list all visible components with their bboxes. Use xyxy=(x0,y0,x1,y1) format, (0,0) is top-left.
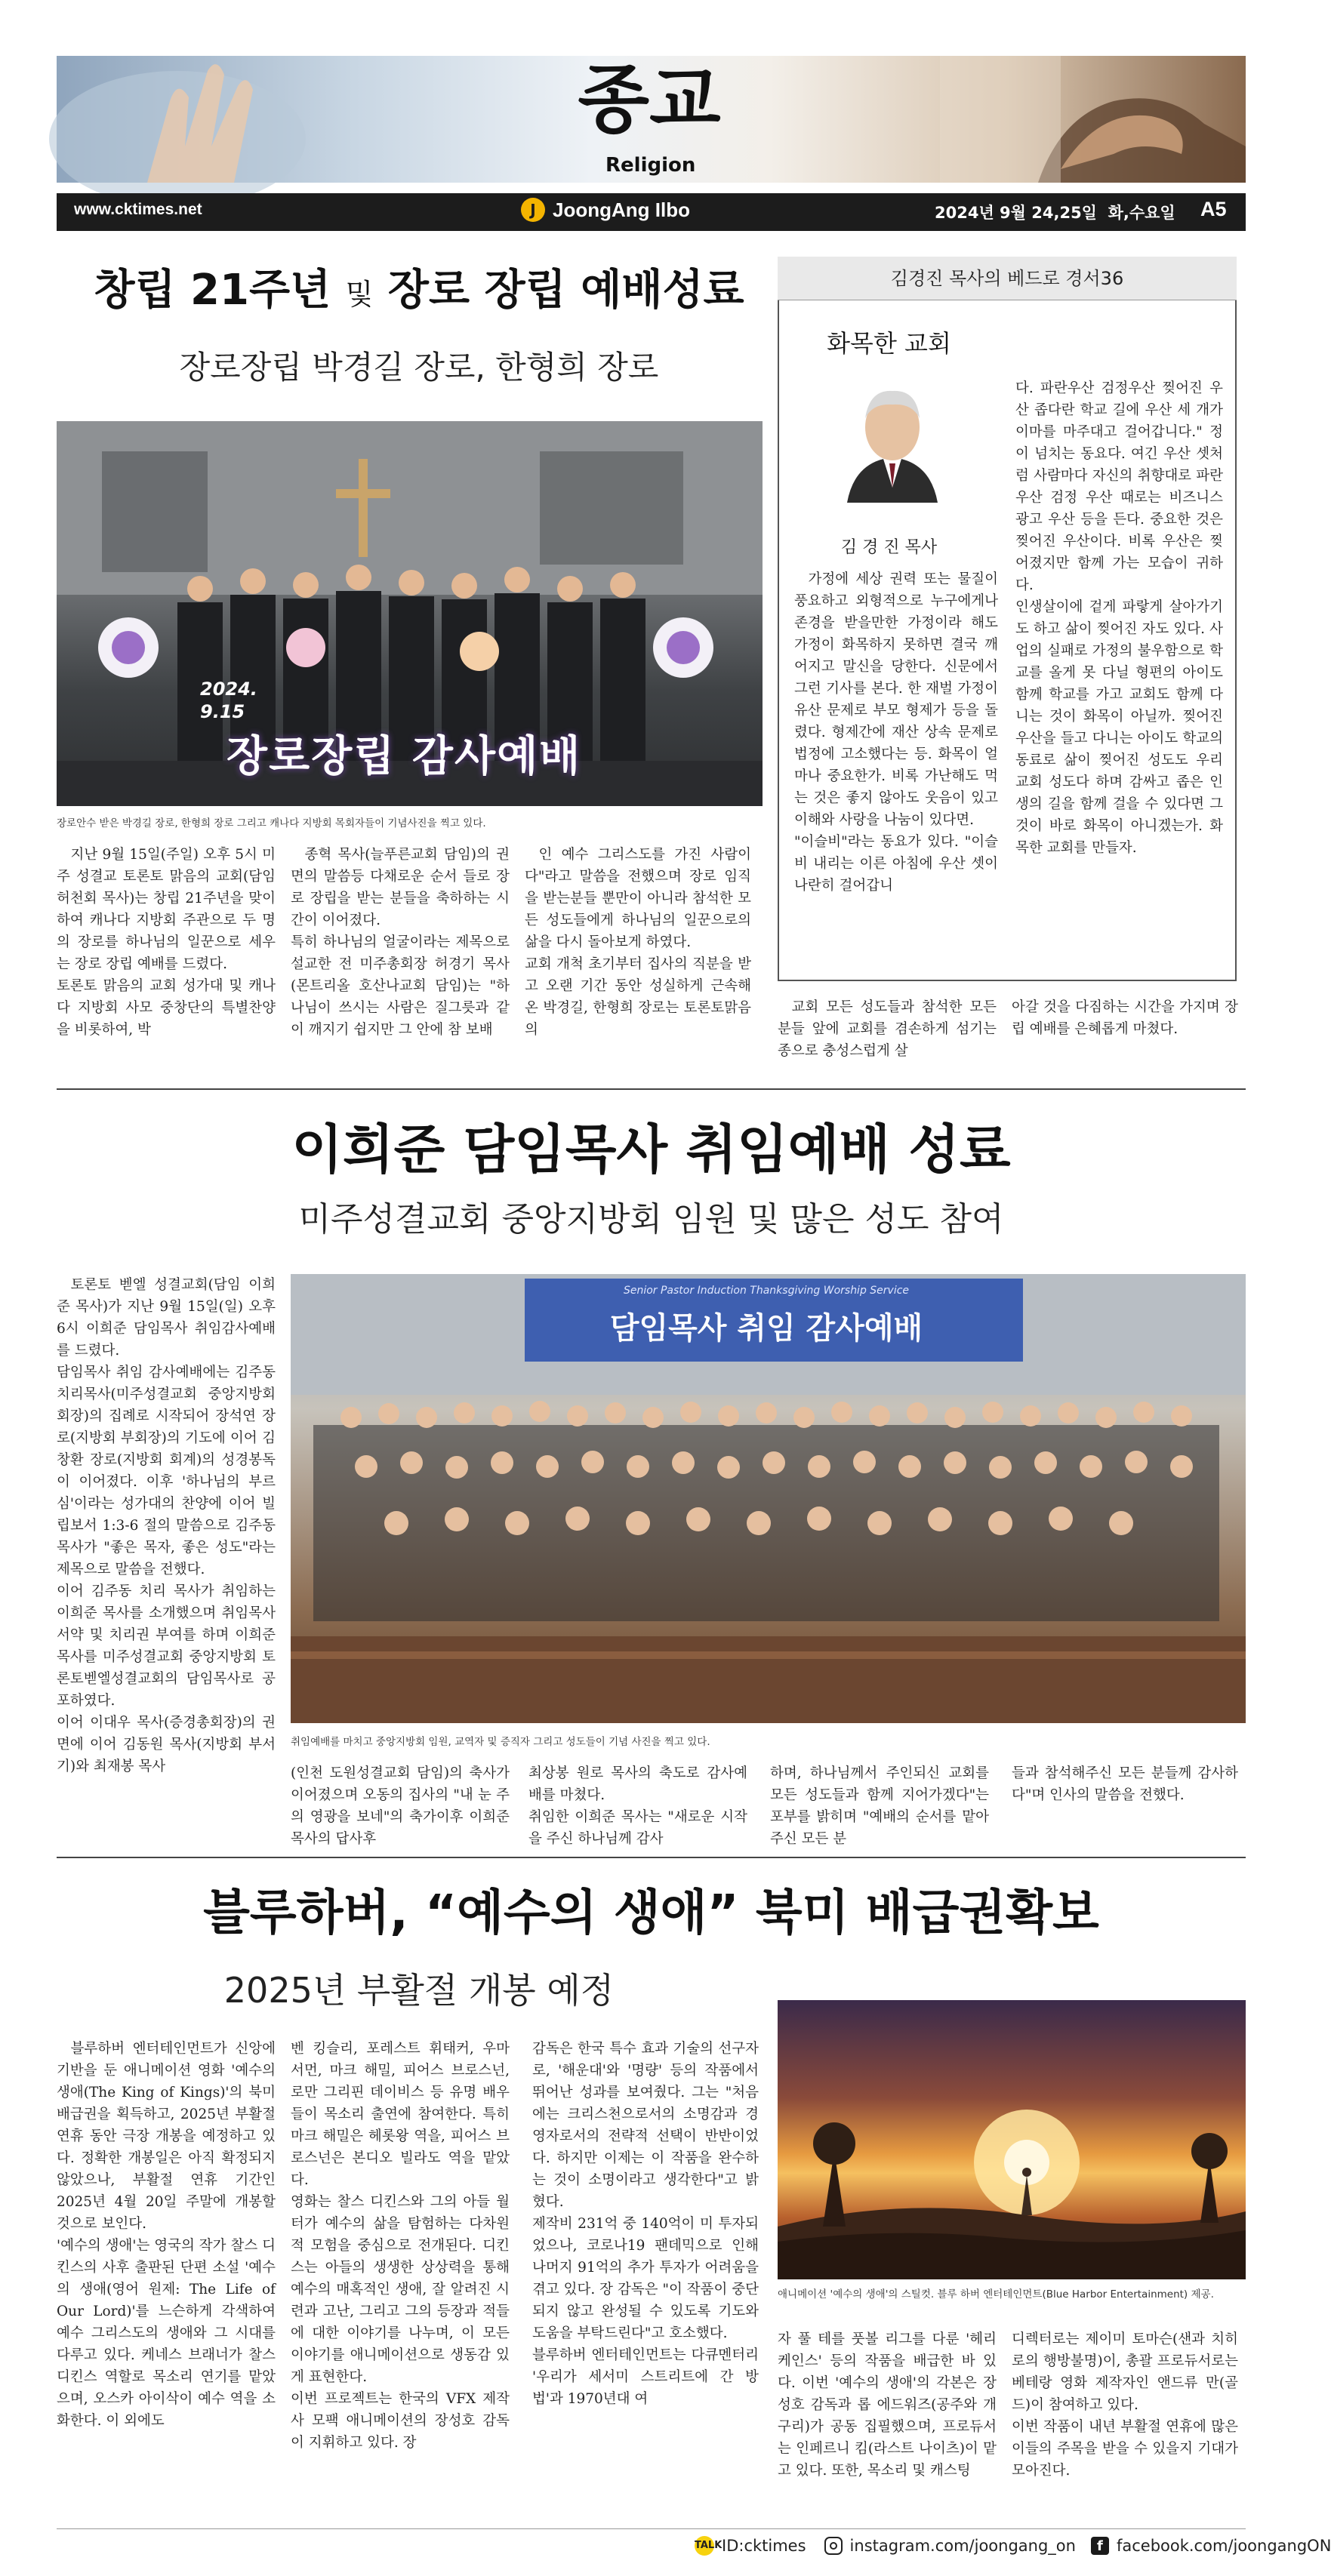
article2-text-b3: 하며, 하나님께서 주인되신 교회를 모든 성도들과 함께 지어가겠다"는 포부를 밝히며 "예배의 순서를 맡아주신 모든 분 xyxy=(770,1765,989,1847)
website-link[interactable]: www.cktimes.net xyxy=(74,201,202,218)
author-portrait xyxy=(840,374,945,503)
article3-caption: 애니메이션 '예수의 생애'의 스틸컷. 블루 하버 엔터테인먼트(Blue Harbor Entertainment) 제공. xyxy=(778,2288,1214,2301)
column-right-text xyxy=(1015,377,1223,859)
column-right-paragraph: 다. 파란우산 검정우산 찢어진 우산 좁다란 학교 길에 우산 세 개가 이마를 마주대고 걸어갑니다." 정이 넘치는 동요다. 여긴 우산 셋처럼 사람마다 자신의 취향대로 파란 우산 검정 우산 때로는 비즈니스 광고 우산 등을 든다. 중요한 것은 찢어진 우산이다. 비록 우산은 찢어졌지만 함께 가는 모습이 귀하다. 인생살이에 겉게 파랗게 살아가기도 하고 삶이 찢어진 자도 있다. 사업의 실패로 가정의 불우함으로 학교를 올게 못 다닐 형편의 아이도 함께 학교를 가고 교회도 함께 다니는 것이 화목이 아닐까. 찢어진 우산을 들고 다니는 아이도 학교의 동료로 삶이 찢어진 성도도 우리 교회 성도다 하며 감싸고 좁은 인생의 길을 함께 걸을 수 있다면 그것이 바로 화목이 아니겠는가. 화목한 교회를 만들자. xyxy=(1015,380,1223,856)
article1-headline xyxy=(57,264,781,321)
column-author: 김 경 진 목사 xyxy=(840,538,938,557)
page-number: A5 xyxy=(1200,198,1227,220)
article1-headline-part1: 창립 21주년 xyxy=(94,266,331,315)
article2-text-b1: (인천 도원성결교회 담임)의 축사가 이어졌으며 오동의 집사의 "내 눈 주의 영광을 보네"의 축가이후 이희준 목사의 답사후 xyxy=(291,1765,510,1847)
section-title: 종교 xyxy=(578,57,721,143)
section-subtitle: Religion xyxy=(605,154,696,177)
article3-column-4 xyxy=(778,2328,997,2482)
article2-column-b1 xyxy=(291,1762,510,1850)
photo-overlay-date: 2024. 9.15 xyxy=(200,679,257,722)
joongang-logo-icon: J xyxy=(521,198,545,222)
column-series-header: 김경진 목사의 베드로 경서36 xyxy=(778,257,1237,300)
article2-column-b4 xyxy=(1012,1762,1238,1806)
article1-caption: 장로안수 받은 박경길 장로, 한형희 장로 그리고 캐나다 지방회 목회자들이 기념사진을 찍고 있다. xyxy=(57,817,486,829)
article3-subhead: 2025년 부활절 개봉 예정 xyxy=(223,1970,615,2011)
column-title: 화목한 교회 xyxy=(827,329,951,358)
footer-facebook[interactable]: facebook.com/joongangON xyxy=(1116,2537,1331,2555)
sunset-jesus-illustration xyxy=(778,2000,1246,2279)
article1-column-2 xyxy=(291,844,510,1041)
article3-text-3: 감독은 한국 특수 효과 기술의 선구자로, '해운대'와 '명량' 등의 작품에서 뛰어난 성과를 보여줬다. 그는 "처음에는 크리스천으로서의 소명감과 경영자로서의 전략적 선택이 반반이었다. 하지만 이제는 이 작품을 완수하는 것이 소명이라고 생각한다"고 밝혔다. 제작비 231억 중 140억이 미 투자되었으나, 코로나19 팬데믹으로 인해 나머지 91억의 추가 투자가 어려움을 겪고 있다. 장 감독은 "이 작품이 중단되지 않고 완성될 수 있도록 기도와 도움을 부탁드린다"고 호소했다. 블루하버 엔터테인먼트는 다큐멘터리 '우리가 세서미 스트리트에 간 방법'과 1970년대 여 xyxy=(532,2041,759,2407)
article2-caption: 취임예배를 마치고 중앙지방회 임원, 교역자 및 증직자 그리고 성도들이 기념 사진을 찍고 있다. xyxy=(291,1736,710,1748)
article3-text-4: 자 풀 테를 풋볼 리그를 다룬 '헤리케인스' 등의 작품을 배급한 바 있다. 이번 '예수의 생애'의 각본은 장성호 감독과 롭 에드워즈(공주와 개구리)가 공동 집필했으며, 프로듀서는 인페르니 킴(라스트 나이츠)이 맡고 있다. 또한, 목소리 및 캐스팅 xyxy=(778,2331,997,2479)
article2-side-text: 토론토 벧엘 성결교회(담임 이희준 목사)가 지난 9월 15일(일) 오후6시 이희준 담임목사 취임감사예배를 드렸다. 담임목사 취임 감사예배에는 김주동 치리목사(미주성결교회 중앙지방회 회장)의 집례로 시작되어 장석연 장로(지방회 부회장)의 기도에 이어 김창환 장로(지방회 회계)의 성경봉독이 이어졌다. 이후 '하나님의 부르심'이라는 성가대의 찬양에 이어 빌립보서 1:3-6 절의 말씀으로 김주동 목사가 "좋은 목자, 좋은 성도"라는 제목으로 말씀을 전했다. 이어 김주동 치리 목사가 취임하는 이희준 목사를 소개했으며 취임목사 서약 및 치리권 부여를 하며 이희준 목사를 미주성결교회 중앙지방회 토론토벧엘성결교회의 담임목사로 공포하였다. 이어 이대우 목사(증경총회장)의 권면에 이어 김동원 목사(지방회 부서기)와 최재봉 목사 xyxy=(57,1277,276,1774)
footer-rule xyxy=(57,2528,1246,2529)
article3-column-2 xyxy=(291,2038,510,2454)
article1-column-1 xyxy=(57,844,276,1041)
issue-date: 2024년 9월 24,25일 화,수요일 xyxy=(935,204,1175,222)
article3-column-3 xyxy=(532,2038,759,2410)
article1-subhead: 장로장립 박경길 장로, 한형희 장로 xyxy=(179,349,659,386)
article1-photo xyxy=(57,421,763,806)
article3-text-1: 블루하버 엔터테인먼트가 신앙에 기반을 둔 애니메이션 영화 '예수의 생애(The King of Kings)'의 북미 배급권을 획득하고, 2025년 부활절 연휴 동안 극장 개봉을 예정하고 있다. 정확한 개봉일은 아직 확정되지 않았으나, 부활절 연휴 기간인 2025년 4월 20일 주말에 개봉할 것으로 보인다. '예수의 생애'는 영국의 작가 찰스 디킨스의 사후 출판된 단편 소설 '예수의 생애(영어 원제: The Life of Our Lord)'를 느슨하게 각색하여 예수 그리스도의 생애와 그 시대를 다루고 있다. 케네스 브래너가 찰스 디킨스 역할로 목소리 연기를 맡았으며, 오스카 아이삭이 예수 역을 소화한다. 이 외에도 xyxy=(57,2041,276,2429)
instagram-icon xyxy=(824,2537,843,2555)
article3-column-5 xyxy=(1012,2328,1238,2482)
divider-2 xyxy=(57,1857,1246,1858)
article2-subhead: 미주성결교회 중앙지방회 임원 및 많은 성도 참여 xyxy=(298,1200,1004,1239)
article3-headline-part2: “예수의 생애” xyxy=(425,1885,739,1941)
divider-1 xyxy=(57,1088,1246,1090)
kakao-icon: TALK xyxy=(695,2536,714,2556)
photo-banner-korean: 담임목사 취임 감사예배 xyxy=(609,1311,923,1346)
article3-movie-still xyxy=(778,2000,1246,2279)
column-left-text xyxy=(794,568,998,897)
article3-headline xyxy=(57,1883,1246,1944)
article2-photo xyxy=(291,1274,1246,1723)
article2-text-b2: 최상봉 원로 목사의 축도로 감사예배를 마쳤다. 취임한 이희준 목사는 "새로운 시작을 주신 하나님께 감사 xyxy=(528,1765,747,1847)
article3-text-2: 벤 킹슬리, 포레스트 휘태커, 우마 서먼, 마크 해밀, 피어스 브로스넌, 로만 그리핀 데이비스 등 유명 배우들이 목소리 출연에 참여한다. 특히 마크 해밀은 헤롯왕 역을, 피어스 브로스넌은 본디오 빌라도 역을 맡았다. 영화는 찰스 디킨스와 그의 아들 월터가 예수의 삶을 탐험하는 다차원적 모험을 중심으로 전개된다. 디킨스는 아들의 생생한 상상력을 통해 예수의 매혹적인 생애, 잘 알려진 시련과 고난, 그리고 그의 등장과 적들에 대한 이야기를 나누며, 이 모든 이야기를 애니메이션으로 생동감 있게 표현한다. 이번 프로젝트는 한국의 VFX 제작사 모팩 애니메이션의 장성호 감독이 지휘하고 있다. 장 xyxy=(291,2041,510,2451)
footer-id[interactable]: ID:cktimes xyxy=(722,2537,806,2555)
article1-text-5: 아갈 것을 다짐하는 시간을 가지며 장립 예배를 은혜롭게 마쳤다. xyxy=(1012,999,1238,1037)
article1-column-3 xyxy=(525,844,751,1041)
paper-logo xyxy=(521,198,690,222)
article2-column-b2 xyxy=(528,1762,747,1850)
article3-headline-part3: 북미 배급권확보 xyxy=(755,1885,1099,1941)
article1-text-3: 인 예수 그리스도를 가진 사람이다"라고 말씀을 전했으며 장로 임직을 받는분들 뿐만이 아니라 참석한 모든 성도들에게 하나님의 일꾼으로의 삶을 다시 돌아보게 하였다. 교회 개척 초기부터 집사의 직분을 받고 오랜 기간 동안 성실하게 근속해 온 박경길, 한형희 장로는 토론토맑음의 xyxy=(525,847,751,1038)
article3-text-5: 디렉터로는 제이미 토마슨(샌과 치히로의 행방불명)이, 총괄 프로듀서로는 베테랑 영화 제작자인 앤드류 만(골드)이 참여하고 있다. 이번 작품이 내년 부활절 연휴에 많은 이들의 주목을 받을 수 있을지 기대가 모아진다. xyxy=(1012,2331,1238,2479)
article3-headline-part1: 블루하버, xyxy=(203,1885,408,1941)
article1-column-5 xyxy=(1012,996,1238,1040)
photo-banner-english: Senior Pastor Induction Thanksgiving Worship Service xyxy=(623,1285,910,1297)
article2-column-b3 xyxy=(770,1762,989,1850)
article1-text-2: 종혁 목사(늘푸른교회 담임)의 권면의 말씀등 다채로운 순서 들로 장로 장립을 받는 분들을 축하하는 시간이 이어졌다. 특히 하나님의 얼굴이라는 제목으로 설교한 전 미주총회장 허경기 목사(몬트리올 호산나교회 담임)는 "하나님이 쓰시는 사람은 질그릇과 같이 깨지기 쉽지만 그 안에 참 보배 xyxy=(291,847,510,1038)
article1-text-4: 교회 모든 성도들과 참석한 모든 분들 앞에 교회를 겸손하게 섬기는 종으로 충성스럽게 살 xyxy=(778,999,997,1059)
footer-social xyxy=(695,2536,1331,2556)
article2-headline: 이희준 담임목사 취임예배 성료 xyxy=(291,1119,1011,1180)
facebook-icon: f xyxy=(1091,2537,1109,2555)
paper-name: JoongAng Ilbo xyxy=(553,198,690,221)
article1-column-4 xyxy=(778,996,997,1062)
photo-overlay-title: 장로장립 감사예배 xyxy=(226,732,582,781)
article2-text-b4: 들과 참석해주신 모든 분들께 감사하다"며 인사의 말씀을 전했다. xyxy=(1012,1765,1238,1803)
article1-headline-conj: 및 xyxy=(345,278,374,311)
article3-column-1 xyxy=(57,2038,276,2432)
article1-headline-part2: 장로 장립 예배성료 xyxy=(387,266,744,315)
footer-instagram[interactable]: instagram.com/joongang_on xyxy=(849,2537,1076,2555)
article2-side-column xyxy=(57,1274,276,1777)
column-left-paragraph: 가정에 세상 권력 또는 물질이 풍요하고 외형적으로 누구에게나 존경을 받을만한 가정이라 해도 가정이 화목하지 못하면 결국 깨어지고 말신을 당한다. 신문에서 그런 기사를 본다. 한 재벌 가정이 유산 문제로 부모 형제가 등을 돌렸다. 형제간에 재산 상속 문제로 법정에 고소했다는 등. 화목이 얼마나 중요한가. 비록 가난해도 먹는 것은 좋지 않아도 웃음이 있고 이해와 사랑을 나눔이 있다면. "이슬비"라는 동요가 있다. "이슬비 내리는 이른 아침에 우산 셋이 나란히 걸어갑니 xyxy=(794,571,998,894)
article1-text-1: 지난 9월 15일(주일) 오후 5시 미주 성결교 토론토 맑음의 교회(담임 허천회 목사)는 창립 21주년을 맞이하여 캐나다 지방회 주관으로 두 명의 장로를 하나님의 일꾼으로 세우는 장로 장립 예배를 드렸다. 토론토 맑음의 교회 성가대 및 캐나다 지방회 사모 중창단의 특별찬양을 비롯하여, 박 xyxy=(57,847,276,1038)
